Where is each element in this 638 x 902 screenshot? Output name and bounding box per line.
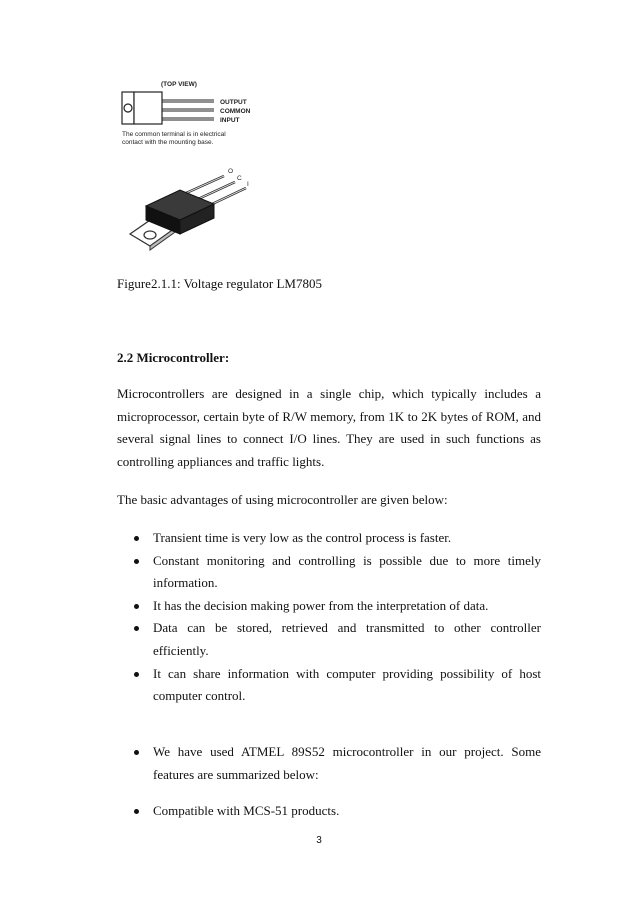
pin-letter-i: I bbox=[247, 181, 249, 188]
bullet-icon bbox=[134, 809, 139, 814]
pin-letter-c: C bbox=[237, 175, 242, 182]
bullet-icon bbox=[134, 672, 139, 677]
lm7805-figure bbox=[116, 74, 286, 254]
package-body bbox=[134, 92, 162, 124]
pin-label-input: INPUT bbox=[220, 117, 240, 124]
lm7805-diagram bbox=[116, 74, 286, 254]
list-item: Data can be stored, retrieved and transmitted to other controller efficiently. bbox=[117, 617, 541, 662]
section-heading: 2.2 Microcontroller: bbox=[117, 350, 230, 365]
page-number: 3 bbox=[316, 835, 322, 846]
top-view-label: (TOP VIEW) bbox=[161, 81, 197, 88]
list-item: Compatible with MCS-51 products. bbox=[117, 800, 541, 823]
figure-note-line-1: The common terminal is in electrical bbox=[122, 131, 226, 138]
list-item: Transient time is very low as the control process is faster. bbox=[117, 527, 541, 550]
pin-letter-o: O bbox=[228, 168, 234, 175]
intro-paragraph: Microcontrollers are designed in a single chip, which typically includes a microprocessor, certain byte of R/W memory, from 1K to 2K bytes of ROM, and several signal lines to connect I/O lines. They are used in such functions as controlling appliances and traffic lights. bbox=[117, 386, 541, 469]
list-item: Constant monitoring and controlling is possible due to more timely information. bbox=[117, 550, 541, 595]
features-list bbox=[117, 800, 541, 823]
mounting-hole bbox=[124, 104, 132, 112]
advantages-intro: The basic advantages of using microcontroller are given below: bbox=[117, 492, 448, 507]
package-3d-hole bbox=[144, 231, 156, 239]
advantages-list bbox=[117, 527, 541, 708]
bullet-icon bbox=[134, 626, 139, 631]
bullet-icon bbox=[134, 536, 139, 541]
bullet-icon bbox=[134, 750, 139, 755]
bullet-icon bbox=[134, 559, 139, 564]
pin-label-output: OUTPUT bbox=[220, 99, 247, 106]
pin-label-common: COMMON bbox=[220, 108, 251, 115]
project-list bbox=[117, 741, 541, 786]
bullet-icon bbox=[134, 604, 139, 609]
list-item: It can share information with computer providing possibility of host computer control. bbox=[117, 663, 541, 708]
list-item: We have used ATMEL 89S52 microcontroller in our project. Some features are summarized below: bbox=[117, 741, 541, 786]
figure-caption: Figure2.1.1: Voltage regulator LM7805 bbox=[117, 276, 322, 291]
figure-note-line-2: contact with the mounting base. bbox=[122, 139, 214, 146]
list-item: It has the decision making power from the interpretation of data. bbox=[117, 595, 541, 618]
